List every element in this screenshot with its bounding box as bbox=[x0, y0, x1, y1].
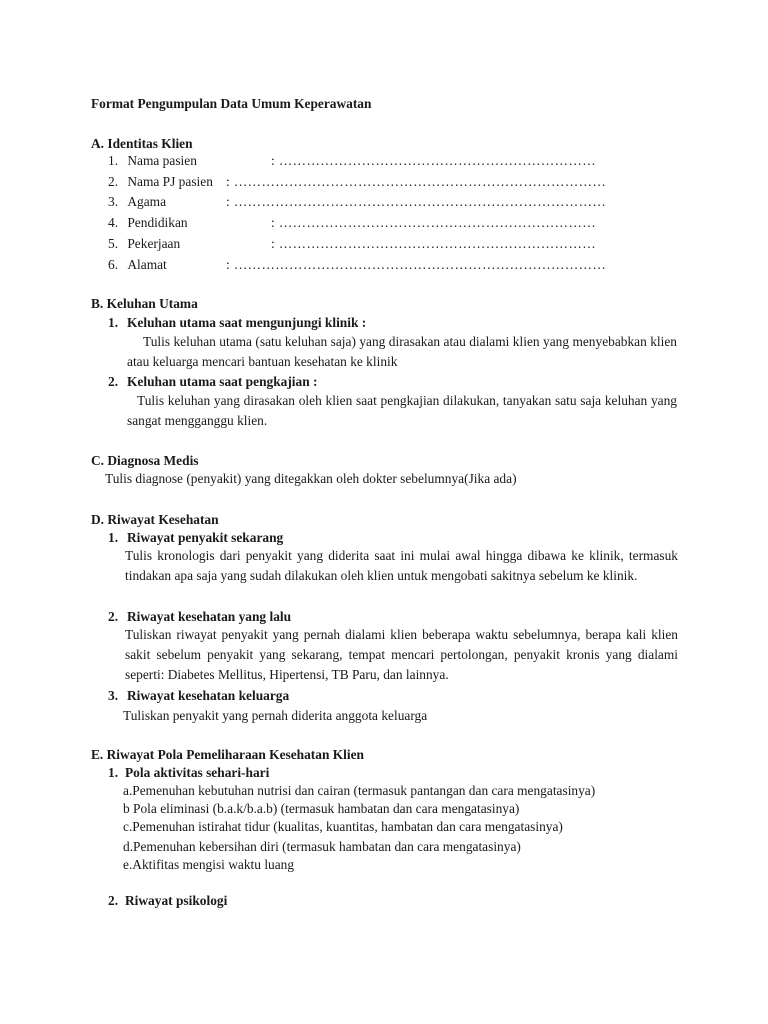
identity-row-pekerjaan bbox=[108, 234, 597, 254]
list-item: d.Pemenuhan kebersihan diri (termasuk hambatan dan cara mengatasinya) bbox=[123, 839, 521, 854]
section-d-item2-number: 2. bbox=[108, 609, 119, 624]
row-label: Alamat bbox=[127, 257, 167, 272]
list-item: e.Aktifitas mengisi waktu luang bbox=[123, 857, 295, 872]
section-d-heading: D. Riwayat Kesehatan bbox=[91, 512, 219, 527]
section-b-item1-number: 1. bbox=[108, 315, 119, 330]
row-label: Pendidikan bbox=[127, 215, 188, 230]
row-label: Nama PJ pasien bbox=[127, 174, 213, 189]
fill-in-dots: : …………………………………………………………… bbox=[271, 153, 597, 168]
document-title: Format Pengumpulan Data Umum Keperawatan bbox=[91, 96, 372, 111]
section-d-item1-text: Tulis kronologis dari penyakit yang diderita saat ini mulai awal hingga dibawa ke klinik, termasuk tindakan apa saja yang sudah dilakukan oleh klien untuk mengobati sakitnya sebelum ke klinik. bbox=[125, 548, 678, 583]
section-b-heading: B. Keluhan Utama bbox=[91, 296, 198, 311]
row-number: 3. bbox=[108, 194, 119, 209]
row-number: 6. bbox=[108, 257, 119, 272]
row-number: 2. bbox=[108, 174, 119, 189]
section-b-item1-title: Keluhan utama saat mengunjungi klinik : bbox=[127, 315, 367, 330]
section-c-heading: C. Diagnosa Medis bbox=[91, 453, 199, 468]
section-d-item3-text: Tuliskan penyakit yang pernah diderita anggota keluarga bbox=[123, 708, 428, 723]
section-d-item3-title: Riwayat kesehatan keluarga bbox=[127, 688, 290, 703]
paragraph-text: Tulis keluhan utama (satu keluhan saja) yang dirasakan atau dialami klien yang menyebabkan klien atau keluarga mencari bantuan kesehatan ke klinik bbox=[127, 334, 677, 369]
identity-row-agama bbox=[108, 192, 607, 212]
section-c-text: Tulis diagnose (penyakit) yang ditegakkan oleh dokter sebelumnya(Jika ada) bbox=[105, 471, 517, 486]
row-label: Pekerjaan bbox=[127, 236, 181, 251]
section-b-item2-number: 2. bbox=[108, 374, 119, 389]
row-number: 1. bbox=[108, 153, 119, 168]
fill-in-dots: : ……………………………………………………………………… bbox=[226, 194, 607, 209]
section-d-item1-number: 1. bbox=[108, 530, 119, 545]
section-b-item2-title: Keluhan utama saat pengkajian : bbox=[127, 374, 318, 389]
section-e-heading: E. Riwayat Pola Pemeliharaan Kesehatan Klien bbox=[91, 747, 365, 762]
row-label: Agama bbox=[127, 194, 167, 209]
row-number: 5. bbox=[108, 236, 119, 251]
list-item: c.Pemenuhan istirahat tidur (kualitas, kuantitas, hambatan dan cara mengatasinya) bbox=[123, 819, 563, 834]
fill-in-dots: : …………………………………………………………… bbox=[271, 215, 597, 230]
section-e-item2-title: Riwayat psikologi bbox=[125, 893, 228, 908]
identity-row-nama-pj-pasien bbox=[108, 172, 607, 192]
identity-row-alamat bbox=[108, 255, 607, 275]
section-a-heading: A. Identitas Klien bbox=[91, 136, 193, 151]
section-d-item2-title: Riwayat kesehatan yang lalu bbox=[127, 609, 292, 624]
section-e-item1-title: Pola aktivitas sehari-hari bbox=[125, 765, 270, 780]
paragraph-text: Tulis keluhan yang dirasakan oleh klien saat pengkajian dilakukan, tanyakan satu saja keluhan yang sangat mengganggu klien. bbox=[127, 393, 677, 428]
identity-row-pendidikan bbox=[108, 213, 597, 233]
section-b-item1-text bbox=[127, 332, 677, 372]
fill-in-dots: : ……………………………………………………………………… bbox=[226, 174, 607, 189]
section-d-item2-text: Tuliskan riwayat penyakit yang pernah dialami klien beberapa waktu sebelumnya, berapa kali klien sakit sebelum penyakit yang sekarang, tempat mencari pertolongan, penyakit kronis yang dialami seperti: Diabetes Mellitus, Hipertensi, TB Paru, dan lainnya. bbox=[125, 627, 678, 682]
list-item: b Pola eliminasi (b.a.k/b.a.b) (termasuk hambatan dan cara mengatasinya) bbox=[123, 801, 520, 816]
section-d-item3-number: 3. bbox=[108, 688, 119, 703]
section-b-item2-text bbox=[127, 391, 677, 431]
section-d-item1-title: Riwayat penyakit sekarang bbox=[127, 530, 284, 545]
fill-in-dots: : ……………………………………………………………………… bbox=[226, 257, 607, 272]
section-e-item1-number: 1. bbox=[108, 765, 119, 780]
row-number: 4. bbox=[108, 215, 119, 230]
identity-row-nama-pasien bbox=[108, 151, 597, 171]
fill-in-dots: : …………………………………………………………… bbox=[271, 236, 597, 251]
list-item: a.Pemenuhan kebutuhan nutrisi dan cairan (termasuk pantangan dan cara mengatasinya) bbox=[123, 783, 596, 798]
section-e-item2-number: 2. bbox=[108, 893, 119, 908]
row-label: Nama pasien bbox=[127, 153, 197, 168]
